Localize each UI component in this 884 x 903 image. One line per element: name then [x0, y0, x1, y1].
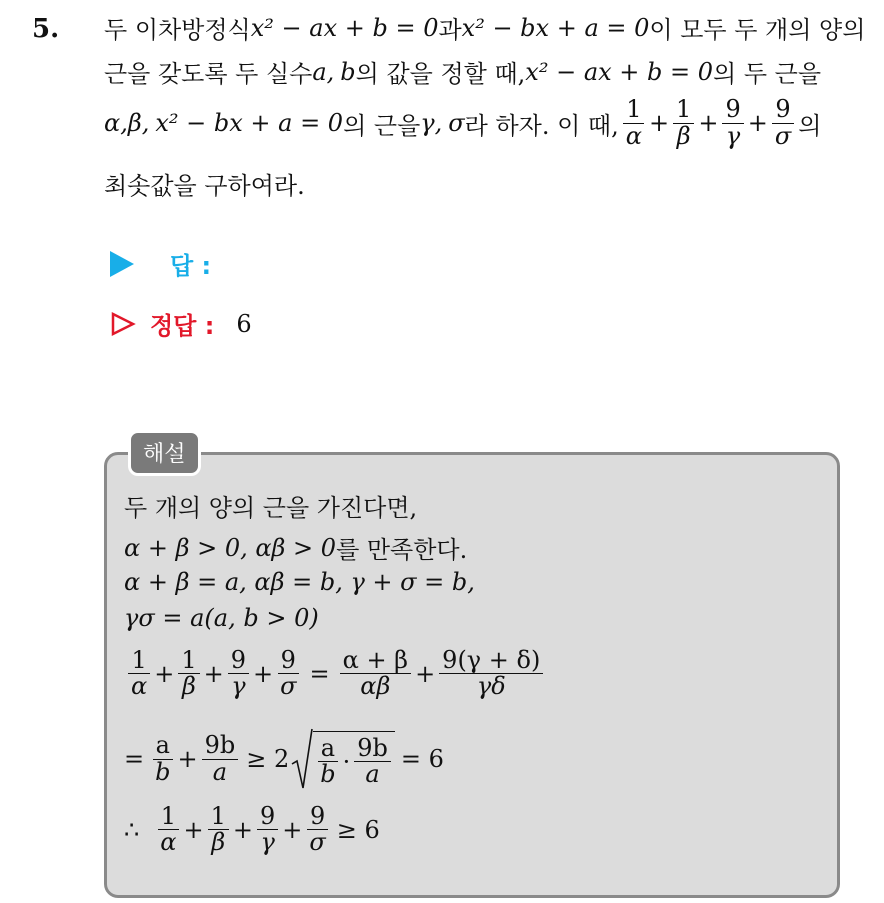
root-gamma: γ, — [420, 109, 443, 137]
plus-sign: + — [203, 659, 224, 688]
root-sigma: σ — [448, 109, 465, 137]
equals-sign: = — [309, 659, 330, 688]
question-line-3 — [104, 92, 821, 154]
question-text: 두 이차방정식 — [104, 16, 251, 44]
plus-sign: + — [232, 815, 253, 844]
question-text: 근을 갖도록 두 실수 — [104, 60, 313, 88]
solution-line-1: 두 개의 양의 근을 가진다면, — [124, 494, 418, 522]
equation: x² − ax + b = 0 — [525, 57, 714, 86]
fraction: $\frac{\alpha + \beta}{\alpha\beta}$ — [340, 648, 411, 699]
fraction: $\frac{9}{\gamma}$ — [257, 804, 278, 855]
radical-sign-icon — [291, 728, 313, 790]
fraction: $\frac{9}{\sigma}$ — [306, 804, 328, 855]
result: = 6 — [400, 745, 444, 773]
equation: x² − ax + b = 0 — [250, 13, 439, 42]
fraction: $\frac{1}{\alpha}$ — [128, 648, 150, 699]
solution-line-2 — [124, 530, 467, 565]
fraction: $\frac{9}{\sigma}$ — [277, 648, 299, 699]
solution-line-3: α + β = a, αβ = b, γ + σ = b, — [124, 568, 475, 596]
result: ≥ 6 — [336, 815, 380, 844]
fraction: $\frac{9b}{a}$ — [202, 733, 239, 784]
question-line-4: 최솟값을 구하여라. — [104, 172, 305, 200]
question-text: 의 — [798, 111, 822, 140]
answer-label: 답 : — [170, 252, 212, 280]
correct-answer-value: 6 — [236, 309, 252, 338]
fraction: $\frac{9}{\sigma}$ — [772, 97, 794, 148]
plus-sign: + — [154, 659, 175, 688]
fraction: $\frac{1}{\alpha}$ — [157, 804, 179, 855]
roots-alpha-beta: α,β, — [104, 109, 150, 137]
solution-line-5 — [124, 648, 547, 699]
fraction: $\frac{1}{\beta}$ — [178, 648, 199, 699]
question-number: 5. — [32, 14, 60, 44]
question-text: 의 근을 — [343, 111, 421, 140]
fraction: $\frac{9}{\gamma}$ — [722, 97, 743, 148]
geq-two: ≥ 2 — [246, 745, 290, 773]
square-root — [291, 728, 395, 790]
plus-sign: + — [648, 109, 670, 137]
fraction: $\frac{9(\gamma + \delta)}{\gamma\delta}$ — [439, 648, 543, 699]
dot-operator: · — [342, 747, 351, 776]
fraction: $\frac{a}{b}$ — [317, 736, 338, 787]
fraction: $\frac{a}{b}$ — [152, 733, 173, 784]
fraction: $\frac{1}{\alpha}$ — [623, 97, 645, 148]
question-line-1 — [104, 10, 865, 45]
variable-a: a, — [312, 57, 335, 86]
equals-sign: = — [124, 745, 145, 773]
answer-row — [110, 246, 211, 281]
plus-sign: + — [253, 659, 274, 688]
play-triangle-icon — [110, 251, 134, 277]
fraction: $\frac{9}{\gamma}$ — [228, 648, 249, 699]
plus-sign: + — [415, 659, 436, 688]
equation: x² − bx + a = 0 — [155, 109, 344, 137]
equation: α + β > 0, αβ > 0 — [124, 533, 337, 562]
plus-sign: + — [177, 745, 198, 773]
question-text: 의 두 근을 — [713, 60, 822, 88]
plus-sign: + — [183, 815, 204, 844]
fraction: $\frac{9b}{a}$ — [354, 736, 391, 787]
solution-line-4: γσ = a(a, b > 0) — [124, 604, 319, 632]
question-line-2 — [104, 54, 821, 89]
correct-answer-label: 정답 : — [150, 312, 215, 340]
correct-answer-row — [110, 306, 252, 341]
solution-line-7 — [124, 804, 380, 855]
plus-sign: + — [282, 815, 303, 844]
fraction: $\frac{1}{\beta}$ — [208, 804, 229, 855]
plus-sign: + — [747, 109, 768, 137]
variable-b: b — [340, 57, 356, 86]
question-text: 과 — [438, 16, 462, 44]
question-text: 라 하자. 이 때, — [464, 111, 619, 140]
question-text: 의 값을 정할 때, — [355, 60, 526, 88]
equation: x² − bx + a = 0 — [461, 13, 650, 42]
solution-tag: 해설 — [128, 430, 201, 476]
plus-sign: + — [698, 109, 719, 137]
solution-text: 를 만족한다. — [336, 536, 468, 564]
therefore-sign: ∴ — [124, 815, 140, 844]
solution-line-6 — [124, 728, 444, 790]
question-text: 이 모두 두 개의 양의 — [649, 16, 866, 44]
fraction: $\frac{1}{\beta}$ — [673, 97, 694, 148]
outline-triangle-icon — [110, 311, 136, 337]
